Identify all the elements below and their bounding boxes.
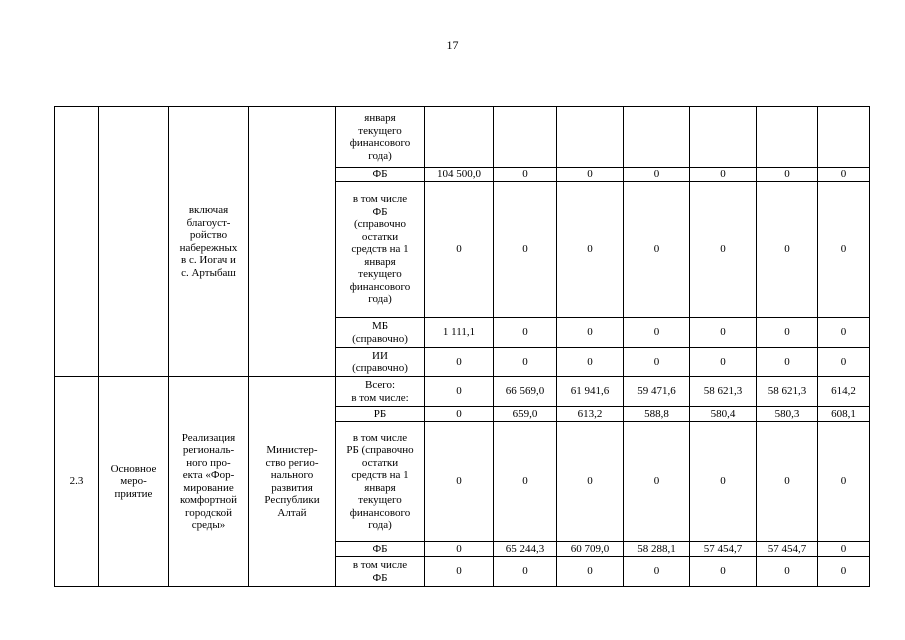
value-cell: 0 xyxy=(818,182,870,318)
value-cell: 57 454,7 xyxy=(757,542,818,557)
value-cell: 0 xyxy=(425,182,494,318)
value-cell: 104 500,0 xyxy=(425,168,494,182)
value-cell: 58 621,3 xyxy=(757,377,818,407)
value-cell: 0 xyxy=(624,182,690,318)
executor-cell: Министер- ство регио- нального развития Республики Алтай xyxy=(249,377,336,587)
value-cell: 608,1 xyxy=(818,407,870,422)
funding-source-cell: ФБ xyxy=(336,542,425,557)
value-cell: 0 xyxy=(425,407,494,422)
row-type-cell xyxy=(99,107,169,377)
value-cell: 0 xyxy=(557,182,624,318)
value-cell: 0 xyxy=(624,168,690,182)
value-cell: 0 xyxy=(757,168,818,182)
value-cell: 0 xyxy=(757,348,818,377)
value-cell: 0 xyxy=(557,318,624,348)
value-cell: 66 569,0 xyxy=(494,377,557,407)
value-cell: 0 xyxy=(690,557,757,587)
value-cell: 0 xyxy=(757,422,818,542)
value-cell: 0 xyxy=(494,182,557,318)
table-row xyxy=(55,377,870,407)
value-cell: 0 xyxy=(757,318,818,348)
budget-table xyxy=(54,106,870,587)
value-cell: 0 xyxy=(425,422,494,542)
value-cell: 0 xyxy=(425,542,494,557)
value-cell: 659,0 xyxy=(494,407,557,422)
value-cell: 0 xyxy=(757,557,818,587)
funding-source-cell: Всего: в том числе: xyxy=(336,377,425,407)
value-cell: 0 xyxy=(494,318,557,348)
value-cell: 0 xyxy=(494,348,557,377)
page-number: 17 xyxy=(446,38,459,52)
value-cell: 0 xyxy=(557,348,624,377)
value-cell: 580,3 xyxy=(757,407,818,422)
value-cell: 0 xyxy=(690,318,757,348)
table-row xyxy=(55,107,870,168)
funding-source-cell: в том числе ФБ xyxy=(336,557,425,587)
funding-source-cell: РБ xyxy=(336,407,425,422)
value-cell: 0 xyxy=(818,542,870,557)
value-cell: 0 xyxy=(624,422,690,542)
program-name-cell: включая благоуст- ройство набережных в с. Иогач и с. Артыбаш xyxy=(169,107,249,377)
executor-cell xyxy=(249,107,336,377)
value-cell: 0 xyxy=(494,168,557,182)
value-cell: 0 xyxy=(818,348,870,377)
funding-source-cell: ИИ (справочно) xyxy=(336,348,425,377)
value-cell: 613,2 xyxy=(557,407,624,422)
value-cell: 0 xyxy=(690,182,757,318)
value-cell xyxy=(494,107,557,168)
value-cell: 1 111,1 xyxy=(425,318,494,348)
value-cell: 57 454,7 xyxy=(690,542,757,557)
value-cell: 0 xyxy=(494,422,557,542)
value-cell: 0 xyxy=(557,422,624,542)
row-type-cell: Основное меро- приятие xyxy=(99,377,169,587)
value-cell: 614,2 xyxy=(818,377,870,407)
value-cell: 0 xyxy=(494,557,557,587)
value-cell: 0 xyxy=(557,168,624,182)
value-cell: 60 709,0 xyxy=(557,542,624,557)
value-cell: 0 xyxy=(624,318,690,348)
value-cell: 0 xyxy=(818,318,870,348)
value-cell: 0 xyxy=(624,557,690,587)
value-cell xyxy=(690,107,757,168)
value-cell: 0 xyxy=(690,348,757,377)
funding-source-cell: января текущего финансового года) xyxy=(336,107,425,168)
value-cell: 0 xyxy=(557,557,624,587)
value-cell: 0 xyxy=(425,557,494,587)
value-cell: 0 xyxy=(818,168,870,182)
row-number-cell: 2.3 xyxy=(55,377,99,587)
value-cell: 0 xyxy=(690,168,757,182)
program-name-cell: Реализация региональ- ного про- екта «Фор- мирование комфортной городской среды» xyxy=(169,377,249,587)
value-cell: 0 xyxy=(425,348,494,377)
value-cell xyxy=(757,107,818,168)
value-cell: 0 xyxy=(818,557,870,587)
value-cell: 588,8 xyxy=(624,407,690,422)
funding-source-cell: в том числе ФБ (справочно остатки средств на 1 января текущего финансового года) xyxy=(336,182,425,318)
funding-source-cell: ФБ xyxy=(336,168,425,182)
value-cell xyxy=(557,107,624,168)
value-cell: 58 621,3 xyxy=(690,377,757,407)
value-cell: 61 941,6 xyxy=(557,377,624,407)
value-cell: 0 xyxy=(425,377,494,407)
value-cell: 65 244,3 xyxy=(494,542,557,557)
value-cell xyxy=(818,107,870,168)
value-cell: 0 xyxy=(690,422,757,542)
value-cell: 0 xyxy=(624,348,690,377)
value-cell: 59 471,6 xyxy=(624,377,690,407)
funding-source-cell: в том числе РБ (справочно остатки средств на 1 января текущего финансового года) xyxy=(336,422,425,542)
value-cell xyxy=(624,107,690,168)
value-cell: 0 xyxy=(818,422,870,542)
funding-source-cell: МБ (справочно) xyxy=(336,318,425,348)
value-cell: 58 288,1 xyxy=(624,542,690,557)
row-number-cell xyxy=(55,107,99,377)
value-cell xyxy=(425,107,494,168)
value-cell: 0 xyxy=(757,182,818,318)
value-cell: 580,4 xyxy=(690,407,757,422)
